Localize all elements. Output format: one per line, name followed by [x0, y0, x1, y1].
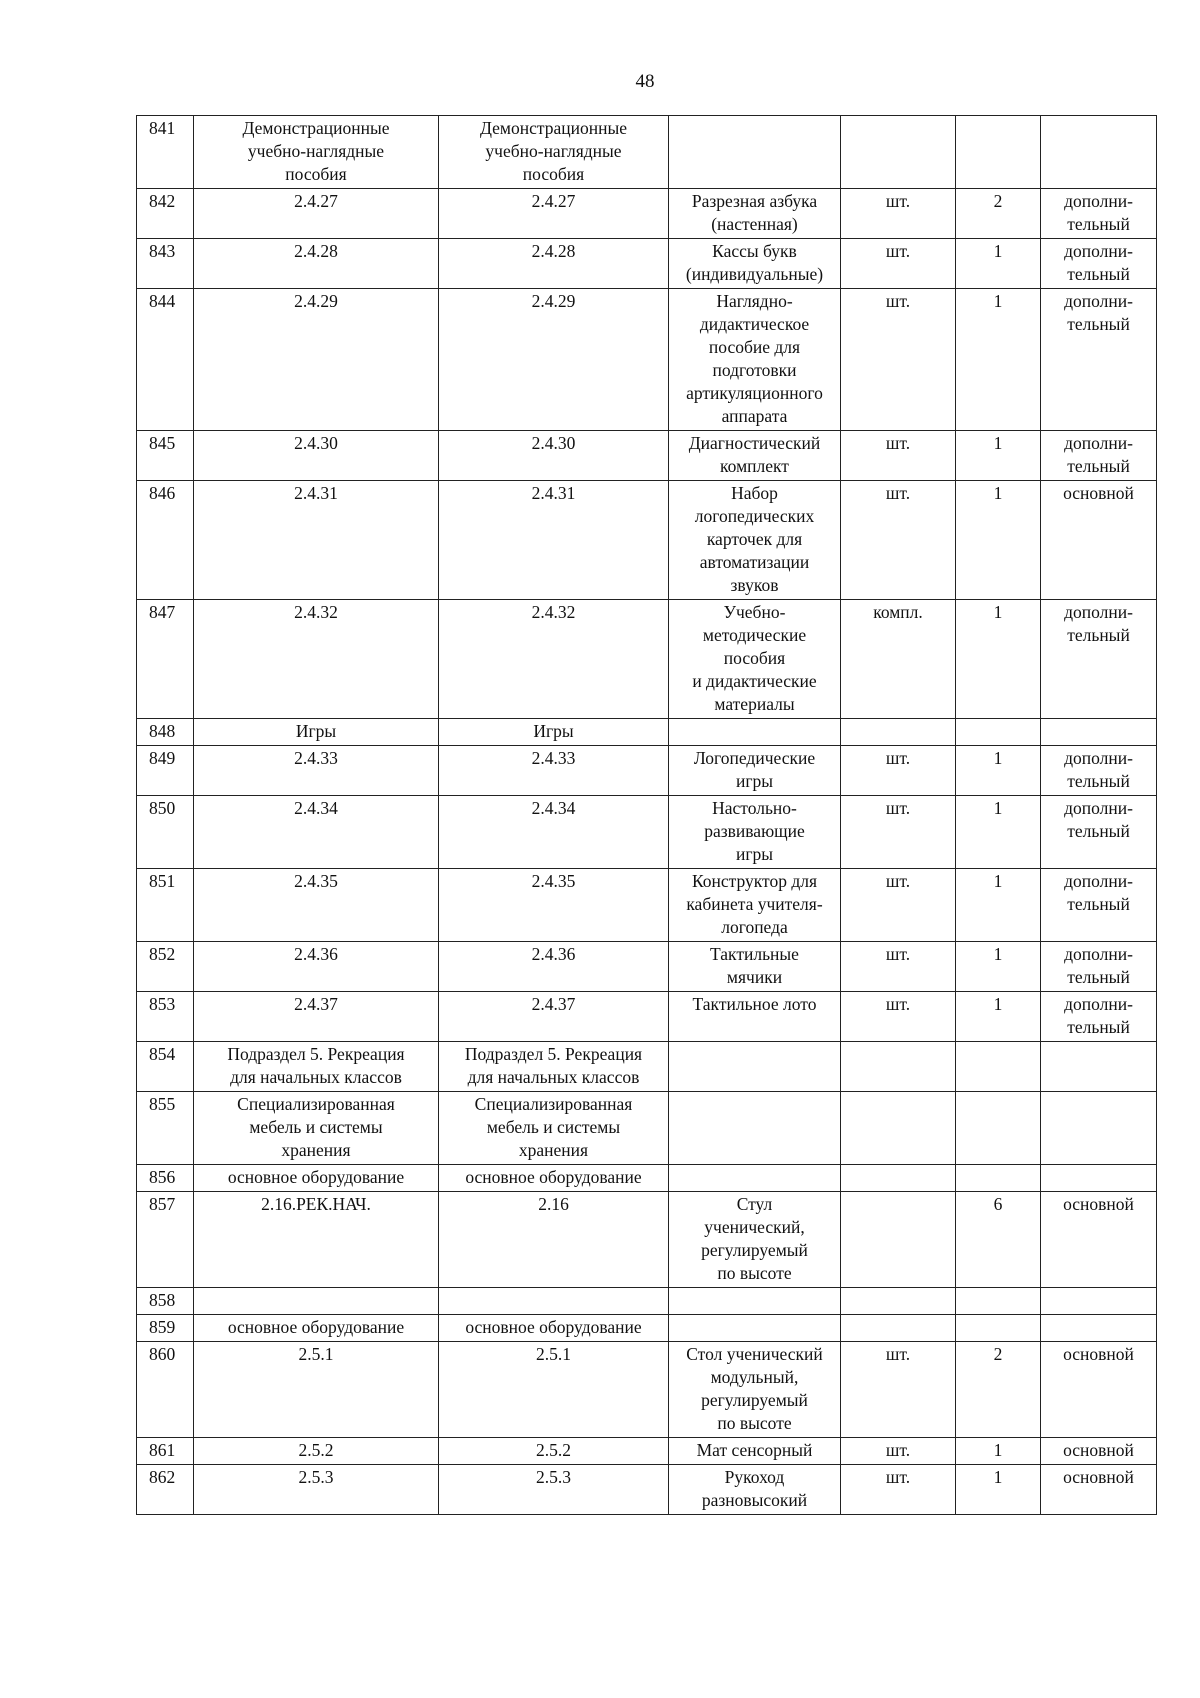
table-row [137, 869, 1157, 942]
equipment-type-cell: дополни- тельный [1041, 992, 1157, 1042]
item-name-cell: Рукоход разновысокий [669, 1465, 841, 1515]
equipment-type-cell: дополни- тельный [1041, 869, 1157, 942]
equipment-type-cell: дополни- тельный [1041, 289, 1157, 431]
row-number-cell: 843 [137, 239, 194, 289]
quantity-cell: 1 [956, 239, 1041, 289]
unit-cell: шт. [841, 992, 956, 1042]
code-alt-cell: Специализированная мебель и системы хранения [439, 1092, 669, 1165]
code-cell: 2.4.36 [194, 942, 439, 992]
item-name-cell: Стол ученический модульный, регулируемый по высоте [669, 1342, 841, 1438]
equipment-type-cell: дополни- тельный [1041, 600, 1157, 719]
code-alt-cell: 2.5.2 [439, 1438, 669, 1465]
table-row [137, 1465, 1157, 1515]
table-row [137, 1042, 1157, 1092]
code-cell: 2.4.34 [194, 796, 439, 869]
code-cell: 2.5.1 [194, 1342, 439, 1438]
code-alt-cell: 2.4.32 [439, 600, 669, 719]
table-row [137, 1315, 1157, 1342]
equipment-type-cell: дополни- тельный [1041, 796, 1157, 869]
equipment-type-cell: дополни- тельный [1041, 942, 1157, 992]
code-alt-cell: Демонстрационные учебно-наглядные пособия [439, 116, 669, 189]
row-number-cell: 848 [137, 719, 194, 746]
table-row [137, 719, 1157, 746]
table-row [137, 1192, 1157, 1288]
table-row [137, 289, 1157, 431]
row-number-cell: 841 [137, 116, 194, 189]
code-alt-cell: Подраздел 5. Рекреация для начальных классов [439, 1042, 669, 1092]
item-name-cell [669, 1092, 841, 1165]
row-number-cell: 851 [137, 869, 194, 942]
code-alt-cell: 2.4.36 [439, 942, 669, 992]
row-number-cell: 862 [137, 1465, 194, 1515]
code-alt-cell: 2.4.29 [439, 289, 669, 431]
quantity-cell: 2 [956, 189, 1041, 239]
table-body [137, 116, 1157, 1515]
equipment-type-cell [1041, 1042, 1157, 1092]
row-number-cell: 859 [137, 1315, 194, 1342]
unit-cell [841, 1192, 956, 1288]
item-name-cell: Кассы букв (индивидуальные) [669, 239, 841, 289]
item-name-cell: Диагностический комплект [669, 431, 841, 481]
code-cell: 2.4.37 [194, 992, 439, 1042]
equipment-type-cell: основной [1041, 481, 1157, 600]
equipment-type-cell [1041, 1288, 1157, 1315]
code-alt-cell: 2.4.28 [439, 239, 669, 289]
equipment-type-cell [1041, 116, 1157, 189]
table-row [137, 1342, 1157, 1438]
unit-cell [841, 116, 956, 189]
equipment-type-cell: дополни- тельный [1041, 431, 1157, 481]
unit-cell: шт. [841, 796, 956, 869]
code-cell: Демонстрационные учебно-наглядные пособия [194, 116, 439, 189]
code-cell: Игры [194, 719, 439, 746]
quantity-cell [956, 116, 1041, 189]
code-cell: Специализированная мебель и системы хранения [194, 1092, 439, 1165]
quantity-cell: 1 [956, 796, 1041, 869]
row-number-cell: 858 [137, 1288, 194, 1315]
quantity-cell: 1 [956, 431, 1041, 481]
item-name-cell [669, 1315, 841, 1342]
unit-cell: шт. [841, 289, 956, 431]
code-alt-cell: Игры [439, 719, 669, 746]
item-name-cell: Набор логопедических карточек для автоматизации звуков [669, 481, 841, 600]
unit-cell: шт. [841, 869, 956, 942]
item-name-cell: Разрезная азбука (настенная) [669, 189, 841, 239]
code-cell: 2.4.27 [194, 189, 439, 239]
item-name-cell: Конструктор для кабинета учителя- логопеда [669, 869, 841, 942]
code-cell: 2.4.30 [194, 431, 439, 481]
row-number-cell: 852 [137, 942, 194, 992]
table-row [137, 796, 1157, 869]
code-cell: 2.5.3 [194, 1465, 439, 1515]
unit-cell: шт. [841, 1465, 956, 1515]
quantity-cell [956, 1165, 1041, 1192]
unit-cell: шт. [841, 481, 956, 600]
quantity-cell [956, 1315, 1041, 1342]
table-row [137, 1438, 1157, 1465]
quantity-cell [956, 1092, 1041, 1165]
equipment-type-cell [1041, 719, 1157, 746]
code-cell: основное оборудование [194, 1165, 439, 1192]
row-number-cell: 846 [137, 481, 194, 600]
code-alt-cell: основное оборудование [439, 1315, 669, 1342]
unit-cell: шт. [841, 189, 956, 239]
quantity-cell: 1 [956, 942, 1041, 992]
code-cell: 2.16.РЕК.НАЧ. [194, 1192, 439, 1288]
quantity-cell: 1 [956, 289, 1041, 431]
row-number-cell: 853 [137, 992, 194, 1042]
item-name-cell: Мат сенсорный [669, 1438, 841, 1465]
row-number-cell: 845 [137, 431, 194, 481]
table-row [137, 116, 1157, 189]
code-cell: 2.4.35 [194, 869, 439, 942]
row-number-cell: 861 [137, 1438, 194, 1465]
equipment-type-cell: основной [1041, 1192, 1157, 1288]
row-number-cell: 854 [137, 1042, 194, 1092]
table-row [137, 1288, 1157, 1315]
unit-cell: шт. [841, 1342, 956, 1438]
equipment-type-cell [1041, 1165, 1157, 1192]
table-row [137, 431, 1157, 481]
table-row [137, 189, 1157, 239]
item-name-cell: Логопедические игры [669, 746, 841, 796]
equipment-type-cell [1041, 1092, 1157, 1165]
item-name-cell [669, 719, 841, 746]
item-name-cell: Настольно- развивающие игры [669, 796, 841, 869]
code-cell: 2.4.32 [194, 600, 439, 719]
equipment-type-cell: дополни- тельный [1041, 239, 1157, 289]
item-name-cell [669, 1288, 841, 1315]
table-row [137, 1165, 1157, 1192]
table-row [137, 942, 1157, 992]
unit-cell: компл. [841, 600, 956, 719]
row-number-cell: 844 [137, 289, 194, 431]
table-row [137, 992, 1157, 1042]
quantity-cell [956, 1042, 1041, 1092]
code-cell: 2.4.29 [194, 289, 439, 431]
code-alt-cell: 2.4.30 [439, 431, 669, 481]
unit-cell: шт. [841, 746, 956, 796]
item-name-cell: Стул ученический, регулируемый по высоте [669, 1192, 841, 1288]
code-alt-cell: 2.5.1 [439, 1342, 669, 1438]
quantity-cell: 6 [956, 1192, 1041, 1288]
code-cell [194, 1288, 439, 1315]
unit-cell: шт. [841, 1438, 956, 1465]
equipment-type-cell: основной [1041, 1342, 1157, 1438]
unit-cell [841, 1042, 956, 1092]
code-alt-cell: 2.4.35 [439, 869, 669, 942]
quantity-cell: 1 [956, 1465, 1041, 1515]
code-cell: 2.4.33 [194, 746, 439, 796]
table-row [137, 600, 1157, 719]
code-cell: Подраздел 5. Рекреация для начальных классов [194, 1042, 439, 1092]
quantity-cell: 1 [956, 992, 1041, 1042]
quantity-cell: 1 [956, 869, 1041, 942]
row-number-cell: 856 [137, 1165, 194, 1192]
code-alt-cell: 2.4.27 [439, 189, 669, 239]
quantity-cell [956, 1288, 1041, 1315]
table-row [137, 1092, 1157, 1165]
item-name-cell: Тактильное лото [669, 992, 841, 1042]
row-number-cell: 855 [137, 1092, 194, 1165]
page-number: 48 [635, 71, 655, 92]
row-number-cell: 860 [137, 1342, 194, 1438]
quantity-cell [956, 719, 1041, 746]
table-row [137, 239, 1157, 289]
code-alt-cell: 2.4.31 [439, 481, 669, 600]
code-alt-cell: 2.5.3 [439, 1465, 669, 1515]
unit-cell [841, 719, 956, 746]
code-cell: 2.4.31 [194, 481, 439, 600]
equipment-type-cell: основной [1041, 1465, 1157, 1515]
code-cell: 2.4.28 [194, 239, 439, 289]
code-alt-cell: 2.4.33 [439, 746, 669, 796]
quantity-cell: 1 [956, 481, 1041, 600]
code-alt-cell: 2.4.37 [439, 992, 669, 1042]
item-name-cell [669, 1165, 841, 1192]
code-cell: 2.5.2 [194, 1438, 439, 1465]
unit-cell [841, 1288, 956, 1315]
item-name-cell: Тактильные мячики [669, 942, 841, 992]
equipment-type-cell: дополни- тельный [1041, 189, 1157, 239]
unit-cell: шт. [841, 942, 956, 992]
unit-cell [841, 1315, 956, 1342]
table-row [137, 481, 1157, 600]
code-cell: основное оборудование [194, 1315, 439, 1342]
code-alt-cell: основное оборудование [439, 1165, 669, 1192]
item-name-cell [669, 116, 841, 189]
item-name-cell: Наглядно- дидактическое пособие для подготовки артикуляционного аппарата [669, 289, 841, 431]
item-name-cell: Учебно- методические пособия и дидактические материалы [669, 600, 841, 719]
quantity-cell: 1 [956, 600, 1041, 719]
table-row [137, 746, 1157, 796]
row-number-cell: 842 [137, 189, 194, 239]
code-alt-cell [439, 1288, 669, 1315]
quantity-cell: 1 [956, 1438, 1041, 1465]
item-name-cell [669, 1042, 841, 1092]
row-number-cell: 849 [137, 746, 194, 796]
quantity-cell: 2 [956, 1342, 1041, 1438]
unit-cell: шт. [841, 239, 956, 289]
equipment-type-cell: основной [1041, 1438, 1157, 1465]
unit-cell: шт. [841, 431, 956, 481]
code-alt-cell: 2.16 [439, 1192, 669, 1288]
unit-cell [841, 1092, 956, 1165]
quantity-cell: 1 [956, 746, 1041, 796]
row-number-cell: 850 [137, 796, 194, 869]
code-alt-cell: 2.4.34 [439, 796, 669, 869]
equipment-type-cell: дополни- тельный [1041, 746, 1157, 796]
unit-cell [841, 1165, 956, 1192]
row-number-cell: 857 [137, 1192, 194, 1288]
equipment-type-cell [1041, 1315, 1157, 1342]
row-number-cell: 847 [137, 600, 194, 719]
equipment-table [136, 115, 1157, 1515]
